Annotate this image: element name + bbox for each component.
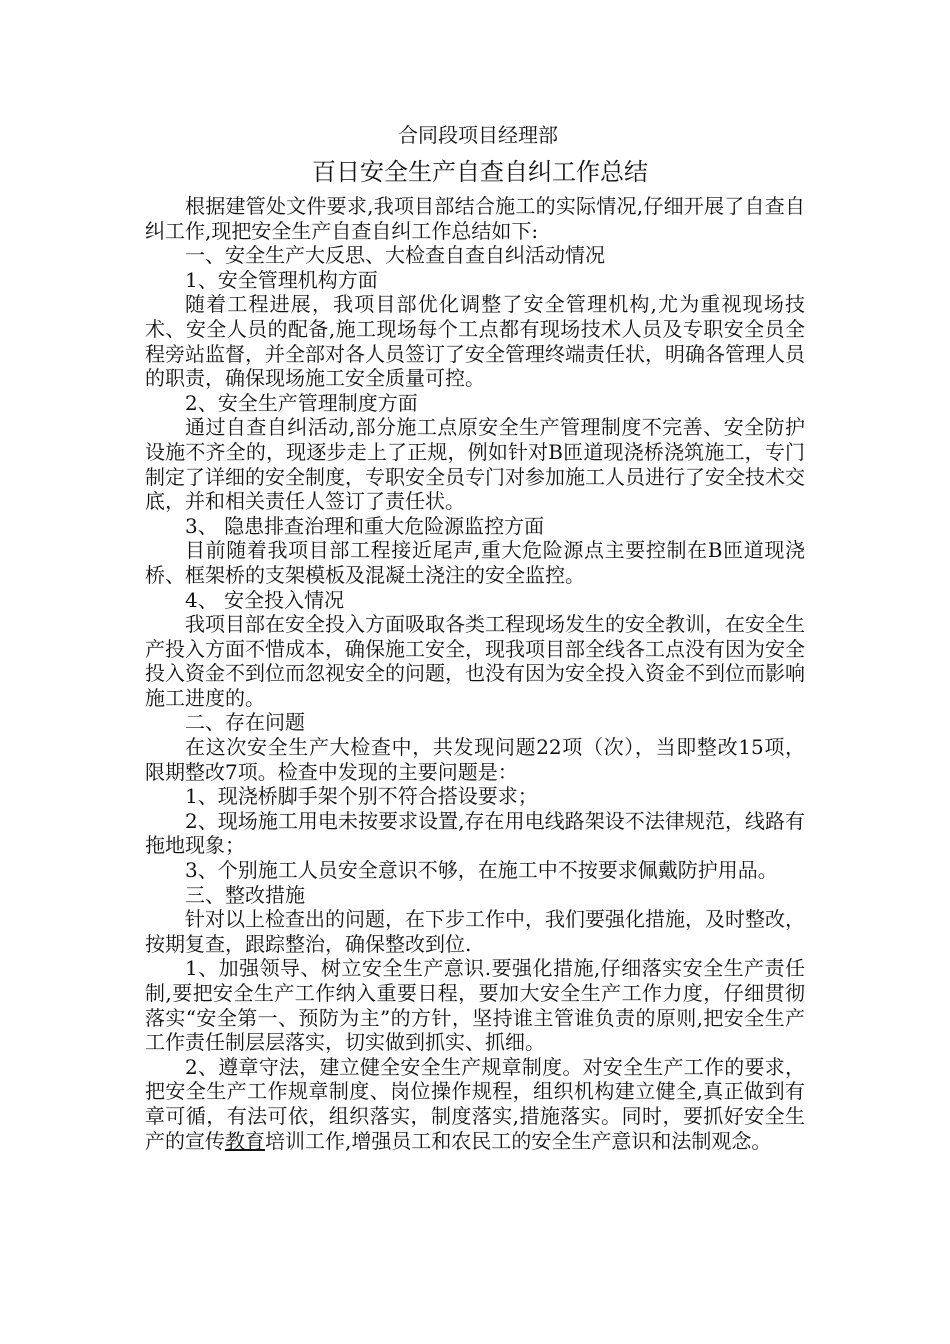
- section-2-item-2: 2、现场施工用电未按要求设置,存在用电线路架设不法律规范，线路有拖地现象；: [145, 808, 805, 858]
- document-title: 百日安全生产自查自纠工作总结: [312, 158, 648, 186]
- section-1-3-heading: 3、 隐患排查治理和重大危险源监控方面: [185, 513, 545, 538]
- section-1-3-paragraph: 目前随着我项目部工程接近尾声,重大危险源点主要控制在B匝道现浇桥、框架桥的支架模板及混凝土浇注的安全监控。: [145, 538, 805, 587]
- section-2-item-1: 1、现浇桥脚手架个别不符合搭设要求；: [185, 784, 538, 809]
- section-2-paragraph: 在这次安全生产大检查中，共发现问题22项（次），当即整改15项，限期整改7项。检查中发现的主要问题是：: [145, 735, 805, 784]
- section-3-item-2-text-b: 培训工作,增强员工和农民工的安全生产意识和法制观念。: [265, 1128, 772, 1153]
- education-link[interactable]: 教育: [225, 1128, 265, 1153]
- section-3-heading: 三、整改措施: [185, 882, 305, 907]
- section-3-item-2: [145, 1055, 805, 1153]
- section-1-1-heading: 1、安全管理机构方面: [185, 267, 378, 292]
- section-2-item-3: 3、个别施工人员安全意识不够，在施工中不按要求佩戴防护用品。: [185, 858, 778, 883]
- intro-paragraph: 根据建管处文件要求,我项目部结合施工的实际情况,仔细开展了自查自纠工作,现把安全生产自查自纠工作总结如下:: [145, 194, 805, 243]
- section-3-item-2-text-a: 2、遵章守法，建立健全安全生产规章制度。对安全生产工作的要求，把安全生产工作规章制度、岗位操作规程，组织机构建立健全,真正做到有章可循，有法可依，组织落实，制度落实,措施落实。同时，要抓好安全生产的宣传: [145, 1054, 805, 1153]
- section-1-2-heading: 2、安全生产管理制度方面: [185, 390, 418, 415]
- section-1-4-paragraph: 我项目部在安全投入方面吸取各类工程现场发生的安全教训，在安全生产投入方面不惜成本，确保施工安全，现我项目部全线各工点没有因为安全投入资金不到位而忽视安全的问题，也没有因为安全投入资金不到位而影响施工进度的。: [145, 612, 805, 710]
- section-2-heading: 二、存在问题: [185, 710, 305, 735]
- section-1-1-paragraph: 随着工程进展，我项目部优化调整了安全管理机构,尤为重视现场技术、安全人员的配备,施工现场每个工点都有现场技术人员及专职安全员全程旁站监督，并全部对各人员签订了安全管理终端责任状，明确各管理人员的职责，确保现场施工安全质量可控。: [145, 292, 805, 391]
- section-3-paragraph: 针对以上检查出的问题，在下步工作中，我们要强化措施，及时整改，按期复查，跟踪整治，确保整改到位.: [145, 907, 805, 956]
- section-1-heading: 一、安全生产大反思、大检查自查自纠活动情况: [185, 243, 605, 268]
- section-3-item-1: 1、加强领导、树立安全生产意识.要强化措施,仔细落实安全生产责任制,要把安全生产工作纳入重要日程，要加大安全生产工作力度，仔细贯彻落实“安全第一、预防为主”的方针，坚持谁主管谁负责的原则,把安全生产工作责任制层层落实，切实做到抓实、抓细。: [145, 956, 805, 1055]
- org-name: 合同段项目经理部: [398, 123, 558, 147]
- section-1-2-paragraph: 通过自查自纠活动,部分施工点原安全生产管理制度不完善、安全防护设施不齐全的，现逐步走上了正规，例如针对B匝道现浇桥浇筑施工，专门制定了详细的安全制度，专职安全员专门对参加施工人员进行了安全技术交底，并和相关责任人签订了责任状。: [145, 415, 805, 514]
- section-1-4-heading: 4、 安全投入情况: [185, 587, 345, 612]
- document-page: [145, 118, 805, 1153]
